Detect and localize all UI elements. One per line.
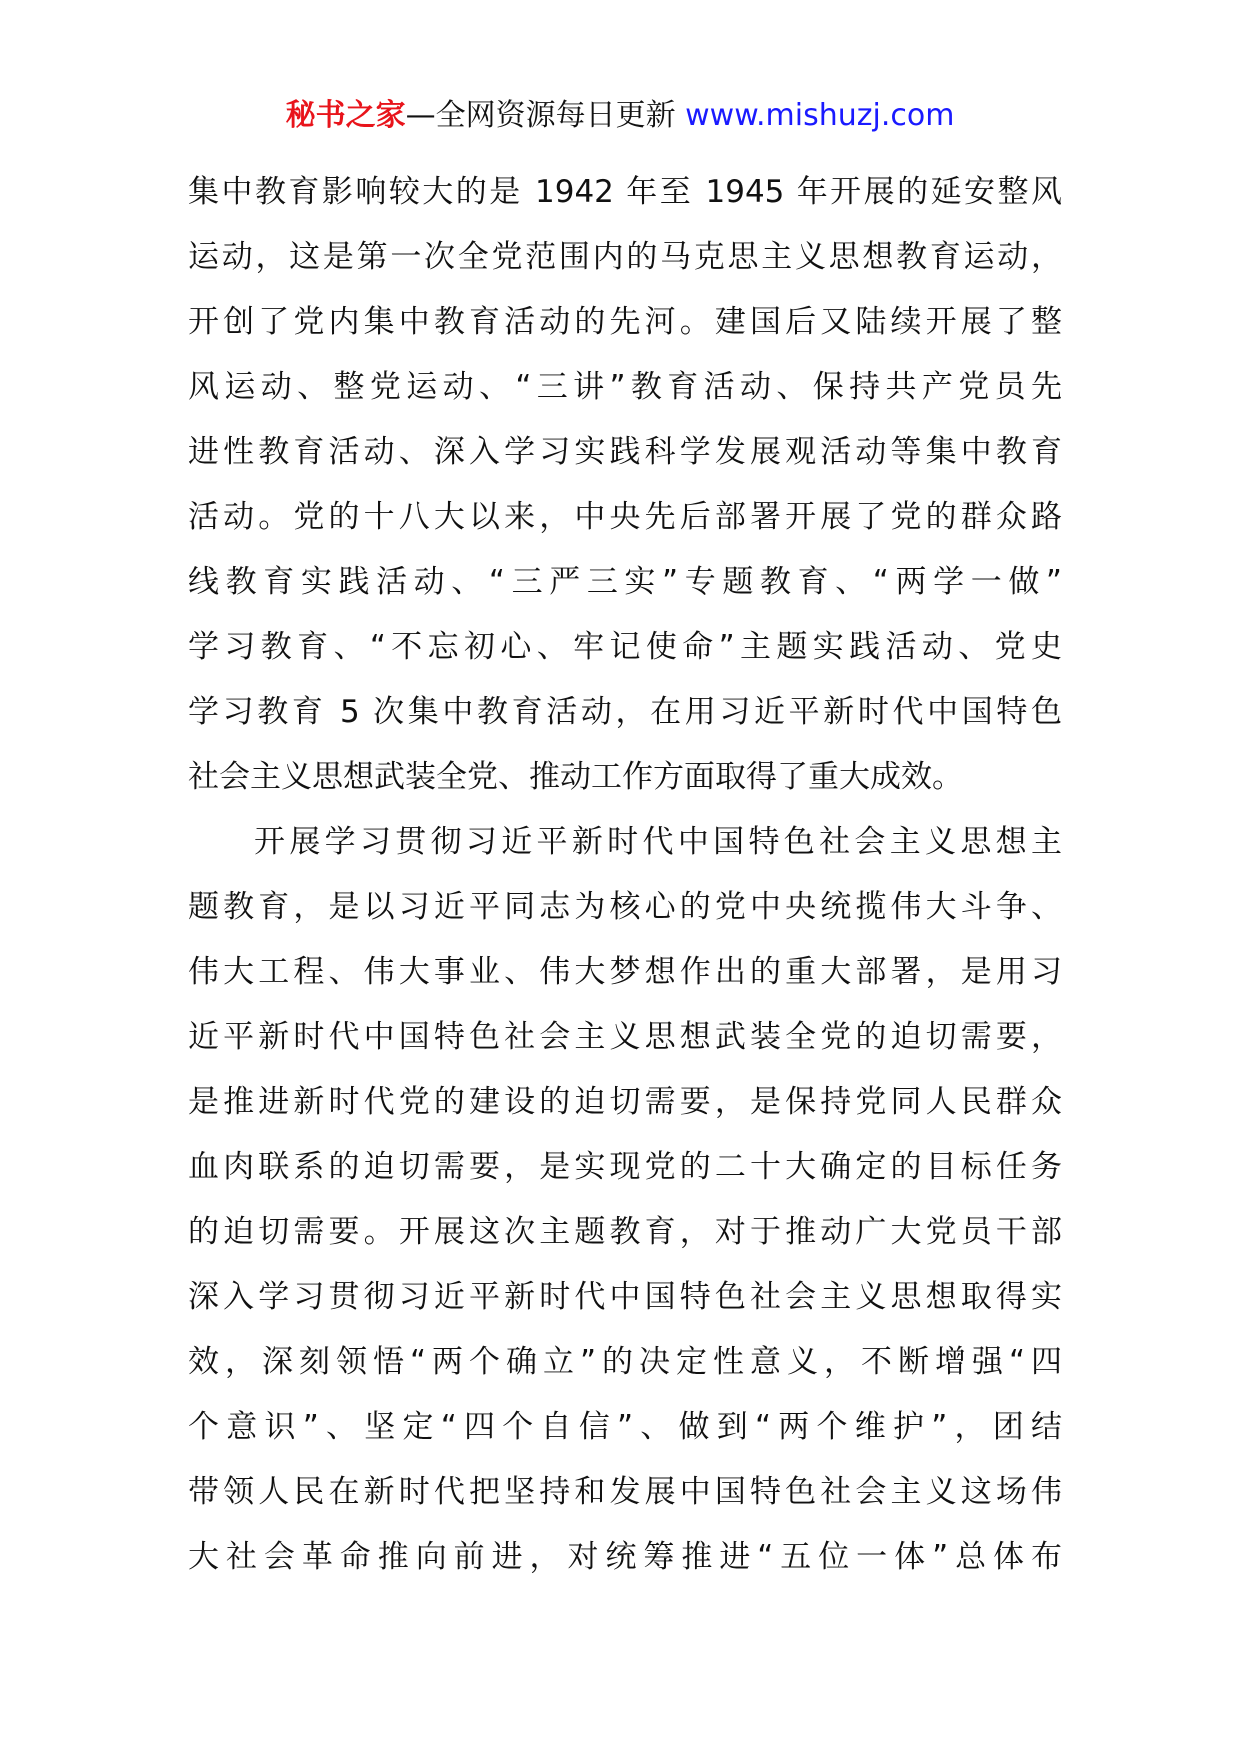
- text-line: 风运动、整党运动、“三讲”教育活动、保持共产党员先: [188, 369, 1062, 405]
- text-line: 带领人民在新时代把坚持和发展中国特色社会主义这场伟: [188, 1474, 1062, 1510]
- text-line: 题教育，是以习近平同志为核心的党中央统揽伟大斗争、: [188, 889, 1062, 925]
- text-line: 活动。党的十八大以来，中央先后部署开展了党的群众路: [188, 499, 1062, 535]
- text-line: 近平新时代中国特色社会主义思想武装全党的迫切需要，: [188, 1019, 1062, 1055]
- site-header: [0, 96, 1240, 136]
- text-line: 开创了党内集中教育活动的先河。建国后又陆续开展了整: [188, 304, 1062, 340]
- text-line: 运动，这是第一次全党范围内的马克思主义思想教育运动，: [188, 239, 1062, 275]
- paragraph-2: [188, 810, 1062, 1590]
- text-line: 个意识”、坚定“四个自信”、做到“两个维护”，团结: [188, 1409, 1062, 1445]
- paragraph-1: [188, 160, 1062, 810]
- site-tagline: —全网资源每日更新: [405, 98, 676, 133]
- text-line: 集中教育影响较大的是 1942 年至 1945 年开展的延安整风: [188, 174, 1062, 210]
- text-line: 的迫切需要。开展这次主题教育，对于推动广大党员干部: [188, 1214, 1062, 1250]
- site-brand: 秘书之家: [285, 98, 406, 133]
- text-line: 社会主义思想武装全党、推动工作方面取得了重大成效。: [188, 759, 963, 795]
- text-line: 效，深刻领悟“两个确立”的决定性意义，不断增强“四: [188, 1344, 1062, 1380]
- text-line: 学习教育 5 次集中教育活动，在用习近平新时代中国特色: [188, 694, 1062, 730]
- text-line: 进性教育活动、深入学习实践科学发展观活动等集中教育: [188, 434, 1062, 470]
- text-line: 大社会革命推向前进，对统筹推进“五位一体”总体布: [188, 1539, 1062, 1575]
- text-line: 开展学习贯彻习近平新时代中国特色社会主义思想主: [254, 824, 1062, 860]
- text-line: 学习教育、“不忘初心、牢记使命”主题实践活动、党史: [188, 629, 1062, 665]
- text-line: 伟大工程、伟大事业、伟大梦想作出的重大部署，是用习: [188, 954, 1062, 990]
- text-line: 深入学习贯彻习近平新时代中国特色社会主义思想取得实: [188, 1279, 1062, 1315]
- document-body: [188, 160, 1062, 1590]
- text-line: 血肉联系的迫切需要，是实现党的二十大确定的目标任务: [188, 1149, 1062, 1185]
- site-url-link[interactable]: www.mishuzj.com: [685, 98, 955, 133]
- text-line: 线教育实践活动、“三严三实”专题教育、“两学一做”: [188, 564, 1062, 600]
- text-line: 是推进新时代党的建设的迫切需要，是保持党同人民群众: [188, 1084, 1062, 1120]
